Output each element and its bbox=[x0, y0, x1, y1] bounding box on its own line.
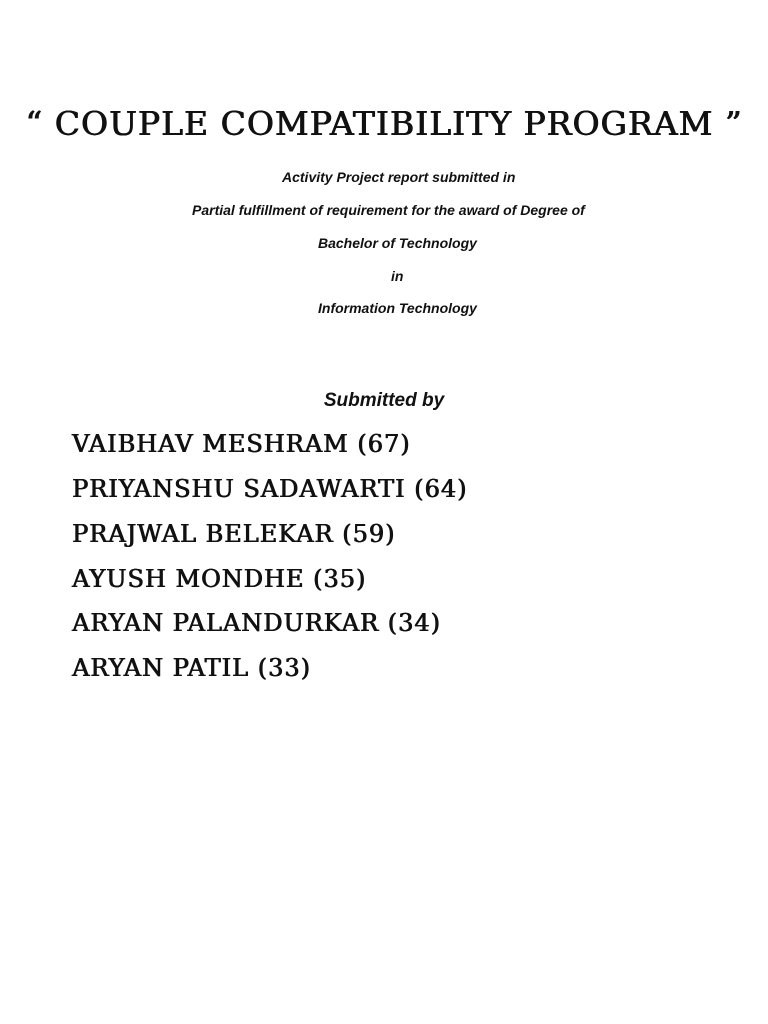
report-line: Activity Project report submitted in bbox=[282, 169, 516, 185]
member-name: VAIBHAV MESHRAM (67) bbox=[72, 430, 411, 458]
document-title: “ COUPLE COMPATIBILITY PROGRAM ” bbox=[25, 104, 743, 143]
member-name: PRAJWAL BELEKAR (59) bbox=[72, 520, 396, 548]
member-name: AYUSH MONDHE (35) bbox=[72, 565, 367, 593]
member-name: ARYAN PATIL (33) bbox=[72, 654, 311, 682]
branch-line: Information Technology bbox=[318, 300, 477, 316]
in-line: in bbox=[391, 268, 404, 284]
member-name: PRIYANSHU SADAWARTI (64) bbox=[72, 475, 468, 503]
fulfillment-line: Partial fulfillment of requirement for the award of Degree of bbox=[192, 202, 585, 218]
degree-line: Bachelor of Technology bbox=[318, 235, 477, 251]
submitted-by-heading: Submitted by bbox=[323, 390, 445, 411]
member-name: ARYAN PALANDURKAR (34) bbox=[72, 609, 441, 637]
